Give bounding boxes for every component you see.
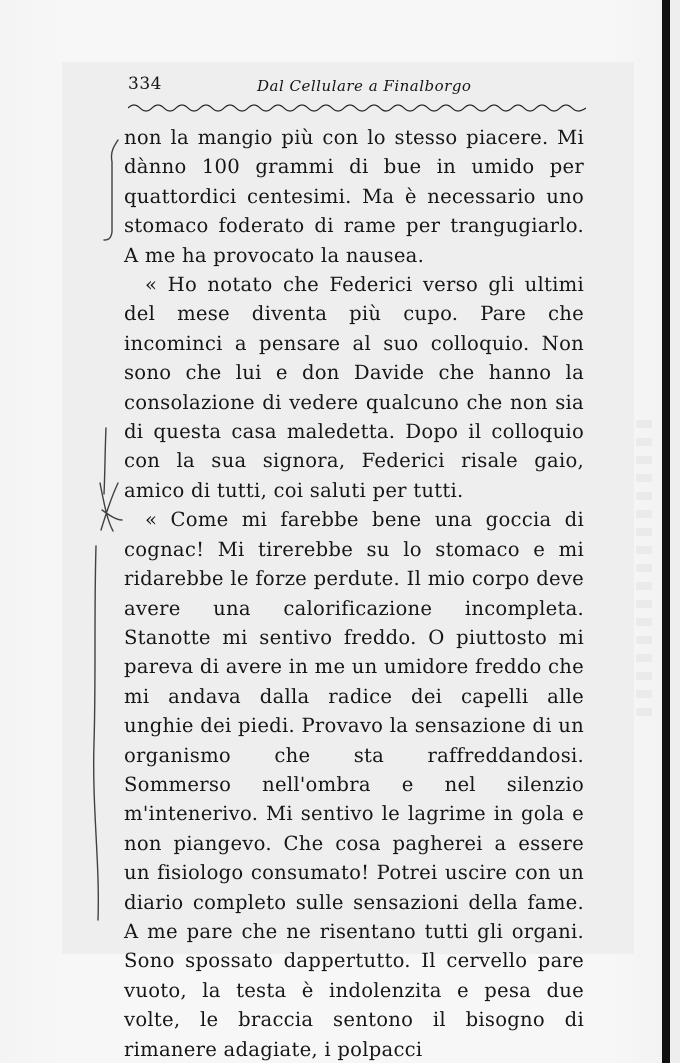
paragraph-cognac: « Come mi farebbe bene una goccia di cognac! Mi tirerebbe su lo stomaco e mi ridarebbe le forze perdute. Il mio corpo deve avere una calorificazione incompleta. Stanotte mi sentivo freddo. O piuttosto mi pareva di avere in me un umidore freddo che mi andava dalla radice dei capelli alle unghie dei piedi. Provavo la sensazione di un organismo che sta raffreddandosi. Sommerso nell'ombra e nel silenzio m'intenerivo. Mi sentivo le lagrime in gola e non piangevo. Che cosa pagherei a essere un fisiologo consumato! Potrei uscire con un diario completo sulle sensazioni della fame. A me pare che ne risentano tutti gli organi. Sono spossato dappertutto. Il cervello pare vuoto, la testa è indolenzita e pesa due volte, le braccia sentono il bisogno di rimanere adagiate, i polpacci — [124, 508, 584, 1061]
dark-scan-edge — [662, 0, 670, 1063]
faint-show-through-marks — [636, 420, 652, 720]
margin-check-mark — [100, 483, 122, 531]
wavy-rule-ornament — [128, 102, 586, 114]
page-header — [128, 74, 588, 102]
paragraph-continuation: non la mangio più con lo stesso piacere. Mi dànno 100 grammi di bue in umido per quattordici centesimi. Ma è necessario uno stomaco foderato di rame per trangugiarlo. A me ha provocato la nausea. — [124, 126, 584, 267]
margin-line-middle — [104, 428, 106, 494]
book-body-text — [124, 123, 584, 1064]
paragraph-federici: « Ho notato che Federici verso gli ultimi del mese diventa più cupo. Pare che incominci a pensare al suo colloquio. Non sono che lui e don Davide che hanno la consolazione di vedere qualcuno che non sia di questa casa maledetta. Dopo il colloquio con la sua signora, Federici risale gaio, amico di tutti, coi saluti per tutti. — [124, 273, 584, 502]
pencil-margin-marks — [80, 128, 134, 948]
running-title: Dal Cellulare a Finalborgo — [257, 77, 472, 95]
page-number: 334 — [128, 74, 162, 94]
margin-long-line — [94, 546, 99, 920]
right-paper-margin — [670, 0, 680, 1063]
margin-bracket-top — [104, 140, 118, 240]
